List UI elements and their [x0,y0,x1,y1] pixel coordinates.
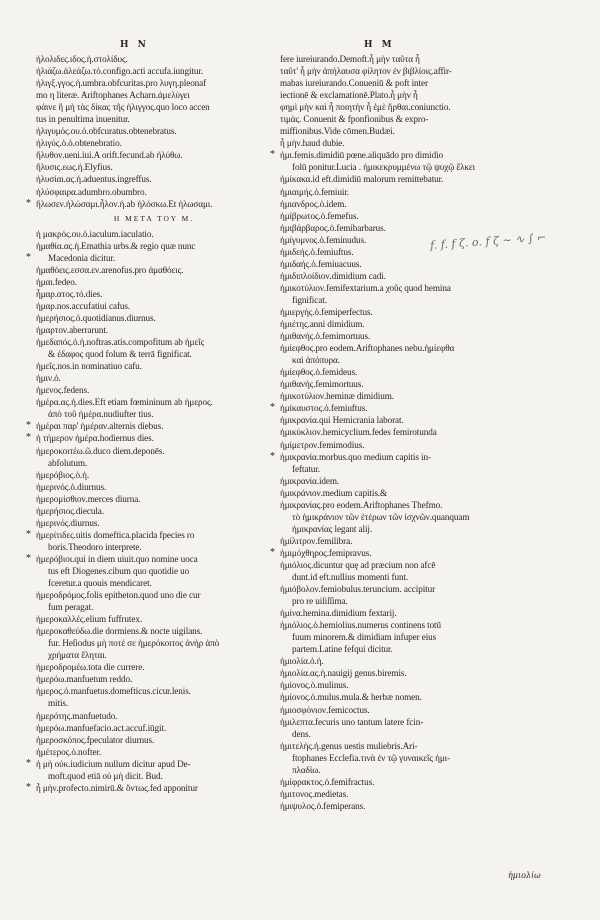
entry-text: ἦ μὴν.haud dubie. [280,138,345,149]
entry-text: ἡμιαιμής.ὁ.femiuir. [280,186,349,197]
text-line [280,475,516,487]
text-line [36,360,272,372]
text-line [280,788,516,800]
entry-text: ἦ μὴν.profecto.nimirū.& ὄντως.fed apponitur [36,782,198,793]
asterisk-mark: * [26,781,31,793]
entry-text: ἡμιψυλος.ὁ.femiperans. [280,800,366,811]
entry-text: ἡμίγυμνος.ὁ.feminudus. [280,234,367,245]
entry-text: ἡμερόβιος.ὁ.ἡ. [36,469,90,480]
entry-text: fuum minorem.& dimidiam infuper eius [292,632,437,643]
text-line [280,198,516,210]
asterisk-mark: * [26,420,31,432]
entry-text: ἡμιολία.ας.ἡ.nauigij genus.biremis. [280,668,407,679]
text-line [26,552,272,565]
right-column [270,53,516,812]
entry-text: ἡμιλεπτα.fecuris uno tantum latere fcin- [280,716,424,727]
entry-text: fum peragat. [48,602,94,613]
text-line [36,396,272,408]
entry-text: ἡμίκακα.id eft.dimidiū malorum remittebatur. [280,174,444,185]
entry-text: abfolutum. [48,457,88,468]
entry-text: fere iureiurando.Demoft.ἦ μὴν ταῦτα ἦ [280,54,420,64]
text-line [270,450,516,463]
asterisk-mark: * [26,432,31,444]
marginal-handwritten-note: f. f. f ζ. ο. f ζ ~ ∿ ∫ ⌐ [429,230,547,253]
text-line [36,649,272,661]
entry-text: ἡμίλιτρον.femilibra. [280,535,353,546]
entry-text: ἡμεῖς.nos.in nominatiuo cafu. [36,361,142,372]
text-line [36,613,272,625]
entry-text: ἡμερότης.manfuetudo. [36,710,118,721]
entry-text: ἡμικρανία.idem. [280,475,340,486]
text-line [280,523,516,535]
running-head-left: H N [120,40,149,50]
text-line [280,643,516,655]
text-line [36,125,272,137]
text-line [280,89,516,101]
text-line [270,149,516,161]
text-line [280,655,516,667]
text-line [280,342,516,354]
text-line [280,439,516,451]
text-line [36,481,272,493]
entry-text: ἡμερήσιος.ὁ.quotidianus.diurnus. [36,312,156,323]
text-line [36,173,272,185]
entry-text: ἡμιδιπλοίδιον.dimidium cadi. [280,270,386,281]
entry-text: ἡμεροσκόπος.fpeculator diurnus. [36,734,155,745]
entry-text: moft.quod etiā οὐ μὴ dicit. Bud. [48,770,163,781]
entry-text: ἡμίονος.ὁ.mulus.mula.& herbæ nomen. [280,692,422,703]
entry-text: ἡμερινός.ὁ.diurnus. [36,481,107,492]
text-line [36,288,272,300]
entry-text: ἠμαι.fedeo. [36,276,77,287]
text-line [280,716,516,728]
entry-text: miffionibus.Vide cōmen.Budæi. [280,126,395,137]
entry-text: dunt.id eft.nullius momenti funt. [292,572,409,583]
entry-text: ἡμιθανής.femimortuus. [280,379,364,390]
text-line [36,89,272,101]
entry-text: ἤλωσεν.ἡλώσαμι.ἧλον.ἡ.ab ἠλόσκω.Et ἠλωσαμι. [36,198,213,209]
text-line [280,113,516,125]
catchword: ἡμιολίω [508,871,541,880]
text-line [36,336,272,348]
entry-text: ἡμενος.fedens. [36,385,90,396]
text-line [280,667,516,679]
text-line [36,457,272,469]
text-line [26,197,272,210]
entry-text: ἡμιτελὴς.ἡ.genus uestis muliebris.Ari- [280,740,418,751]
text-line [36,372,272,384]
text-line [36,149,272,161]
entry-text: ἡμέρα.ας.ἡ.dies.Eft etiam fœmininum ab ἡμερος. [36,397,213,408]
text-line [36,734,272,746]
text-line [36,348,272,360]
entry-text: ἡμιβάρβαρος.ὁ.femibarbarus. [280,222,386,233]
entry-text: ἡμεροδρομέω.tota die currere. [36,662,145,673]
entry-text: & ἐδαφος quod folum & terrā fignificat. [48,349,192,360]
entry-text: ἡμερήσιος.diecula. [36,505,104,516]
text-line [36,213,272,225]
asterisk-mark: * [26,552,31,564]
text-line [26,528,272,541]
text-line [26,757,272,770]
entry-text: ἠλύσφαιρα.adumbro.obumbro. [36,186,147,197]
text-line [36,685,272,697]
entry-text: τὸ ἡμικράνιον τῶν ἐτέρων τῶν ἰσχνῶν.quanquam [292,511,470,522]
text-line [36,161,272,173]
entry-text: ἡμίφρακτος.ὁ.femifractus. [280,776,375,787]
entry-text: dens. [292,728,311,739]
entry-text: ἡμεροκοιτέω.ῶ.duco diem.deponēs. [36,445,165,456]
text-line [36,113,272,125]
entry-text: boris.Theodoro interprete. [48,541,142,552]
text-line [26,432,272,444]
asterisk-mark: * [270,149,275,161]
text-line [36,186,272,198]
entry-text: φάινε ἢ μὴ τὰς δίκας τῆς ἠλιγγος.quo loco accen [36,102,210,113]
text-line [280,258,516,270]
asterisk-mark: * [26,757,31,769]
entry-text: ἡμιν.ὁ. [36,373,61,384]
text-line [36,493,272,505]
entry-text: ἡμιέτης.anni dimidium. [280,319,365,330]
text-line [280,535,516,547]
entry-text: ἡμεροκαλλές.elium fuffrutex. [36,614,143,625]
entry-text: ἠλιγύς.ὁ.ὁ.obtenebratio. [36,138,122,149]
text-line [280,463,516,475]
entry-text: ἡμιδαής.ὁ.femiuacuus. [280,258,362,269]
entry-text: fignificat. [292,294,327,305]
entry-text: ἡμέραι παρ' ἡμέραν.alternis diebus. [36,421,164,432]
entry-text: tus eft Diogenes.cibum quo quotidie uo [48,565,190,576]
text-line [280,487,516,499]
entry-text: ἡμιδεής.ὁ.femiuftus. [280,246,354,257]
text-line [280,77,516,89]
asterisk-mark: * [270,450,275,462]
left-column [26,53,272,794]
entry-text: iectionē & exclamationē.Plato.ἦ μὴν ἦ [280,90,418,101]
entry-text: ἡμερίτιδες.uitis domeftica.placida fpecies ro [36,529,195,540]
text-line [280,800,516,812]
entry-text: ἡμι.femis.dimidiū pœne.aliquādo pro dimidio [280,150,444,161]
entry-text: Macedonia dicitur. [48,252,116,263]
entry-text: ἡμεδαπός.ὁ.ἡ.noftras.atis.compofitum ab ἡμεῖς [36,337,205,348]
text-line [36,661,272,673]
text-line [36,673,272,685]
entry-text: ἠμαθία.ας.ἡ.Emathia urbs.& regio quæ nunc [36,240,196,251]
text-line [280,270,516,282]
entry-text: ἡ τήμερον ἡμέρα.hodiernus dies. [36,433,154,444]
entry-text: fur. Heſiodus μὴ ποτέ σε ἡμερόκοιτος ἀνὴρ ἀπὸ [48,638,220,649]
text-line [280,776,516,788]
entry-text: πλαδίω. [292,764,321,775]
text-line [36,746,272,758]
text-line [36,408,272,420]
text-line [36,469,272,481]
text-line [280,414,516,426]
text-line [36,637,272,649]
entry-text: ἡ μακρός.ου.ὁ.iaculum.iaculatio. [36,228,154,239]
text-line [280,607,516,619]
text-line [26,251,272,264]
text-line [36,300,272,312]
entry-text: ἠλιγξ.γγος.ἡ.umbra.obfcuritas.pro λυγη.pleonaf [36,78,207,89]
entry-text: mabas iureiurando.Conueniū & poft inter [280,78,428,89]
text-line [36,697,272,709]
text-line [280,210,516,222]
text-line [36,505,272,517]
text-line [280,390,516,402]
text-line [36,65,272,77]
text-line [36,565,272,577]
asterisk-mark: * [26,251,31,263]
entry-text: ἦμαρ.ατος.τό.dies. [36,288,103,299]
text-line [280,752,516,764]
entry-text: ἡμίεφθος.pro eodem.Ariftophanes nebu.ἡμίεφθα [280,343,455,354]
text-line [280,101,516,113]
text-line [26,420,272,432]
entry-text: καὶ ἀπόπυρα. [292,355,340,366]
entry-text: ἡμαρτον.aberrarunt. [36,325,109,336]
entry-text: ἡμικύκλιον.hemicyclium.fedes femirotunda [280,427,437,438]
entry-text: ἡμικρανίας.pro eodem.Ariftophanes Thefmo. [280,499,443,510]
text-line [36,722,272,734]
asterisk-mark: * [26,528,31,540]
text-line [280,173,516,185]
text-line [36,445,272,457]
text-line [280,691,516,703]
entry-text: fceretur.a quouis mendicaret. [48,578,152,589]
entry-text: ἡμίμετρον.femimodius. [280,439,365,450]
entry-text: ἡ μὴ οὐκ.iudicium nullum dicitur apud De- [36,758,191,769]
text-line [36,601,272,613]
entry-text: ἡμίνα.hemina.dimidium fextarij. [280,608,397,619]
entry-text: pro re uiliſſima. [292,596,348,607]
entry-text: ἡμιοσφόνιον.femicoctus. [280,704,370,715]
entry-text: ἡμερος.ὁ.manfuetus.domefticus.cicur.lenis. [36,686,191,697]
entry-text: ἡμικρανία.qui Hemicrania laborat. [280,415,404,426]
text-line [36,228,272,240]
text-line [36,324,272,336]
text-line [270,546,516,559]
text-line [36,517,272,529]
entry-text: ἡμερινός.diurnus. [36,517,100,528]
entry-text: ἡμικρανίας legant alij. [292,523,373,534]
text-line [36,770,272,782]
entry-text: ἡμικοτύλιον.femifextarium.a χοῦς quod hemina [280,282,451,293]
entry-text: ἡμιόλιος.dicuntur quę ad præcium non afcē [280,559,436,570]
entry-text: ἡμίονος.ὁ.mulinus. [280,680,349,691]
text-line [280,186,516,198]
entry-text: ἡμιτονος.medietas. [280,788,349,799]
text-line [280,511,516,523]
text-line [280,318,516,330]
entry-text: ἡμίβρωτος.ὁ.femefus. [280,210,359,221]
entry-text: χρήματα ἕληται. [48,650,107,661]
text-line [280,330,516,342]
text-line [280,282,516,294]
entry-text: ἤλυσις.εως.ἡ.Elyfius. [36,162,113,173]
running-head-right: H M [364,40,395,50]
entry-text: ἡμικράνιον.medium capitis.& [280,487,388,498]
entry-text: ἡμεροκαθεύδω.die dormiens.& nocte uigilans. [36,626,203,637]
text-line [280,704,516,716]
text-line [280,499,516,511]
text-line [280,619,516,631]
entry-text: ἡμερόβιοι.qui in diem uiuit.quo nomine uoca [36,553,198,564]
entry-text: ἡμιόλιος.ὁ.hemiolius.numerus continens totū [280,620,442,631]
text-line [280,161,516,173]
text-line [26,781,272,794]
text-line [280,559,516,571]
text-line [280,53,516,65]
entry-text: ἤλυθον.ueni.iui.A orift.fecund.ab ἠλύθω. [36,150,183,161]
entry-text: ἀπὸ τοῦ ἡμέρα.nudiufter tius. [48,409,154,420]
entry-text: ἠμαρ.nos.accufatiui cafus. [36,300,131,311]
text-line [280,740,516,752]
entry-text: ἡμίεφθος.ὁ.femideus. [280,367,358,378]
entry-text: ἡμερόω.manfuefacio.act.accuf.iūgit. [36,722,167,733]
entry-text: ἡμέτερος.ὁ.nofter. [36,746,102,757]
entry-text: ἡμιμόχθηρος.femipravus. [280,547,372,558]
entry-text: ἡμιόβολον.femiobulus.teruncium. accipitur [280,584,436,595]
entry-text: ἠλιγυμός.ου.ὁ.obfcuratus.obtenebratus. [36,126,177,137]
entry-text: mitis. [48,698,69,709]
entry-text: ἡμικοτύλιον.heminæ dimidium. [280,391,394,402]
text-line [36,589,272,601]
entry-text: ἠλυσίαι.ας.ἡ.aduentus.ingreffus. [36,174,152,185]
text-line [280,366,516,378]
entry-text: ἠλολιδες.ιδος.ἡ.στολίδυς. [36,54,128,64]
entry-text: ἡμιθανής.ὁ.femimortuus. [280,331,371,342]
text-line [270,402,516,414]
text-line [280,294,516,306]
text-line [280,378,516,390]
asterisk-mark: * [270,402,275,414]
text-line [280,222,516,234]
entry-text: ἡμερόω.manfuetum reddo. [36,674,133,685]
text-line [280,728,516,740]
text-line [36,53,272,65]
text-line [36,312,272,324]
entry-text: ἡμίκαυστος.ὁ.femiuftus. [280,403,368,414]
text-line [280,137,516,149]
entry-text: partem.Latine fefqui dicitur. [292,644,393,655]
text-line [280,764,516,776]
text-line [36,541,272,553]
entry-text: mo η literæ. Ariftophanes Acharn.ἀμελύγει [36,90,190,101]
text-line [280,595,516,607]
entry-text: tus in penultima inuenitur. [36,114,130,125]
entry-text: ταῦτ' ἦ μὴν ἀπήλαυσα φίλητον ἐν βιβλίοις.affir- [280,66,452,77]
text-line [280,426,516,438]
entry-text: ἠλιάζω.ἀλεάζω.τὸ.configo.acti accufa.iungitur. [36,66,204,77]
entry-text: ftophanes Ecclefia.τινὰ ἐν τῷ γυναικεῖς ἡμι- [292,752,450,763]
text-line [36,264,272,276]
text-line [280,583,516,595]
text-line [36,625,272,637]
text-line [36,710,272,722]
text-line [36,276,272,288]
text-line [36,101,272,113]
entry-text: ἡμιολία.ὁ.ἡ. [280,656,324,667]
entry-text: ἡμιεργής.ὁ.femiperfectus. [280,306,373,317]
entry-text: Η ΜΕΤΑ ΤΟΥ Μ. [113,213,195,223]
text-line [280,306,516,318]
entry-text: ἡμεροδρόμος.folis epitheton.quod uno die cur [36,590,201,601]
entry-text: ἡμερομίσθιον.merces diurna. [36,493,141,504]
asterisk-mark: * [270,546,275,558]
entry-text: folū ponitur.Lucia . ἡμικεκρυμμένω τῷ ψυχῷ ἕλκει [292,162,476,173]
text-line [36,77,272,89]
entry-text: feftatur. [292,463,320,474]
text-line [36,577,272,589]
entry-text: ἠμαθόεις.εσσα.εν.arenofus.pro ἀμαθόεις. [36,264,184,275]
entry-text: φημὶ μὴν καὶ ἦ ποιητὴν ἦ ἐμὲ ἤρθαι.coniunctio. [280,102,451,113]
text-line [36,384,272,396]
text-line [280,65,516,77]
text-line [36,240,272,252]
text-line [280,125,516,137]
text-line [280,631,516,643]
asterisk-mark: * [26,197,31,209]
text-line [280,571,516,583]
entry-text: ἡμιανδρος.ὁ.idem. [280,198,347,209]
text-line [280,679,516,691]
entry-text: τιμὰς. Conuenit & fponfionibus & expro- [280,114,429,125]
entry-text: ἡμικρανία.morbus.quo medium capitis in- [280,451,431,462]
text-line [36,137,272,149]
text-line [280,354,516,366]
